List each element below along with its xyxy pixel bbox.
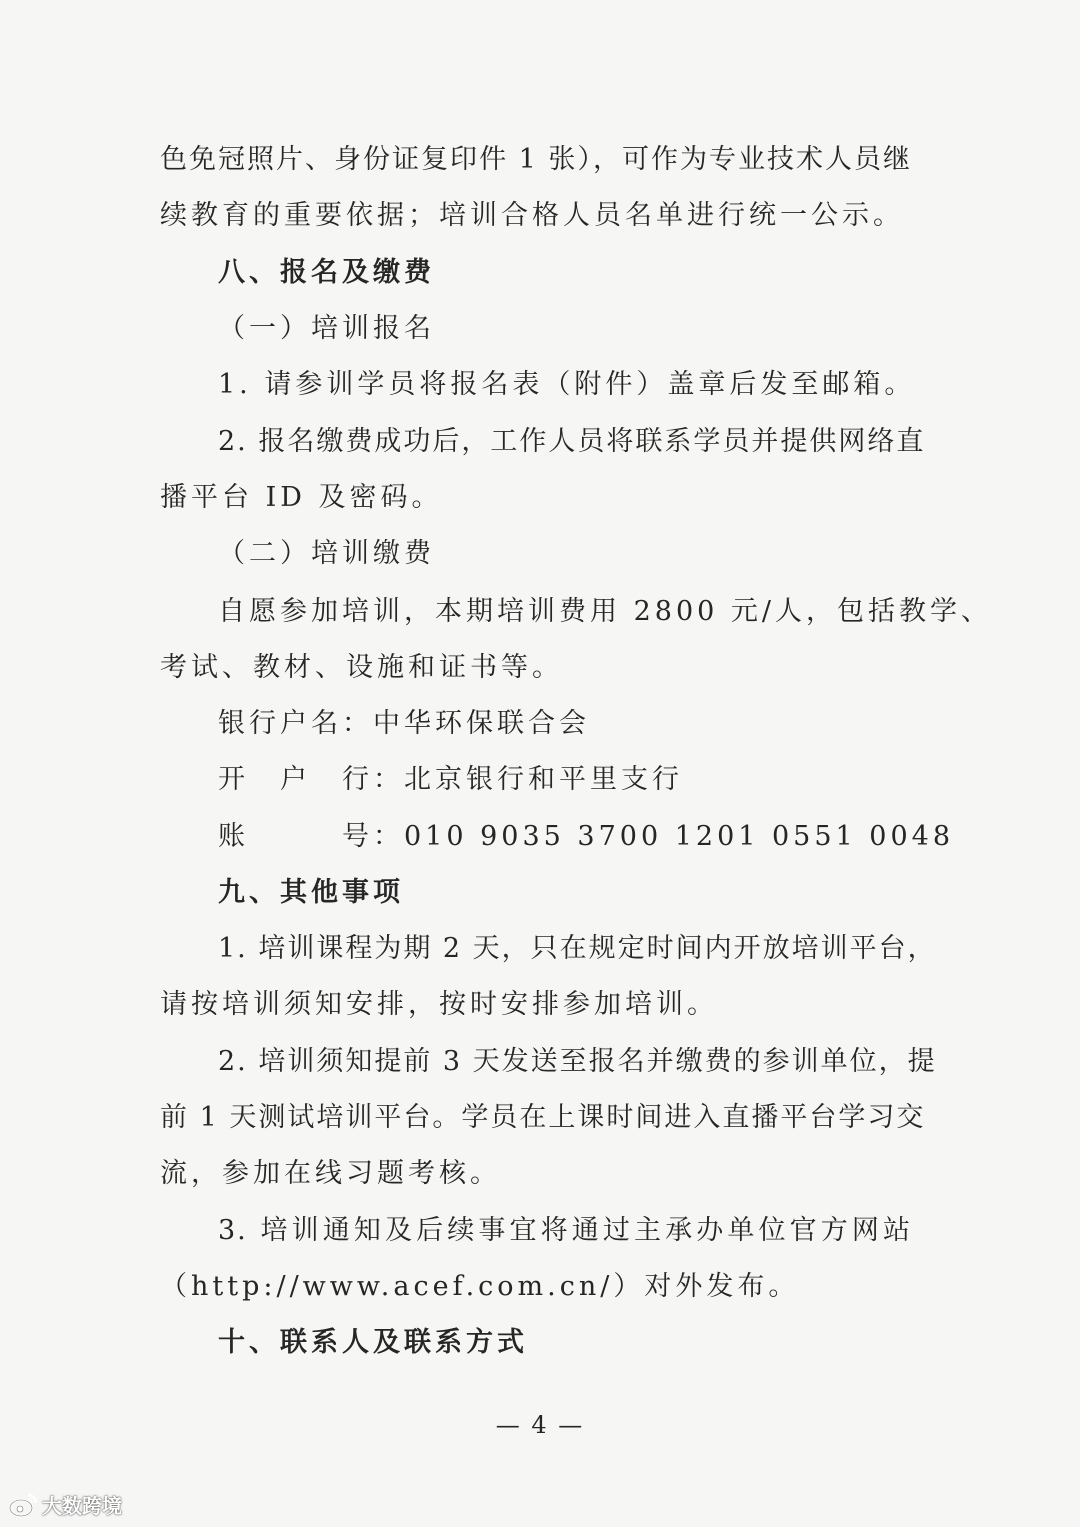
paragraph-line: 流，参加在线习题考核。 [160,1158,501,1189]
section-heading-10: 十、联系人及联系方式 [218,1327,528,1358]
subsection-heading: （二）培训缴费 [218,538,435,569]
paragraph-line: 考试、教材、设施和证书等。 [160,652,563,683]
watermark [8,1490,122,1519]
weibo-icon [8,1492,38,1518]
paragraph-line: 请按培训须知安排，按时安排参加培训。 [160,989,718,1020]
list-item: 2. 报名缴费成功后，工作人员将联系学员并提供网络直 [218,426,926,457]
paragraph-line: 自愿参加培训，本期培训费用 2800 元/人，包括教学、 [218,596,992,627]
paragraph-line: 色免冠照片、身份证复印件 1 张），可作为专业技术人员继 [160,144,912,175]
paragraph-line: 续教育的重要依据；培训合格人员名单进行统一公示。 [160,200,904,231]
bank-account-number: 账 号：010 9035 3700 1201 0551 0048 [218,821,955,852]
paragraph-line: 前 1 天测试培训平台。学员在上课时间进入直播平台学习交 [160,1102,926,1133]
paragraph-line: 播平台 ID 及密码。 [160,482,443,513]
bank-account-name: 银行户名：中华环保联合会 [218,708,590,739]
watermark-text: 大数跨境 [42,1494,122,1518]
list-item: 1. 培训课程为期 2 天，只在规定时间内开放培训平台， [218,933,937,964]
list-item: 1. 请参训学员将报名表（附件）盖章后发至邮箱。 [218,369,916,400]
subsection-heading: （一）培训报名 [218,313,435,344]
list-item: 3. 培训通知及后续事宜将通过主承办单位官方网站 [218,1215,912,1246]
section-heading-9: 九、其他事项 [218,877,404,908]
list-item: 2. 培训须知提前 3 天发送至报名并缴费的参训单位，提 [218,1046,937,1077]
bank-branch: 开 户 行：北京银行和平里支行 [218,764,683,795]
section-heading-8: 八、报名及缴费 [218,257,435,288]
paragraph-line: （http://www.acef.com.cn/）对外发布。 [160,1271,800,1302]
page-number: — 4 — [495,1411,585,1439]
